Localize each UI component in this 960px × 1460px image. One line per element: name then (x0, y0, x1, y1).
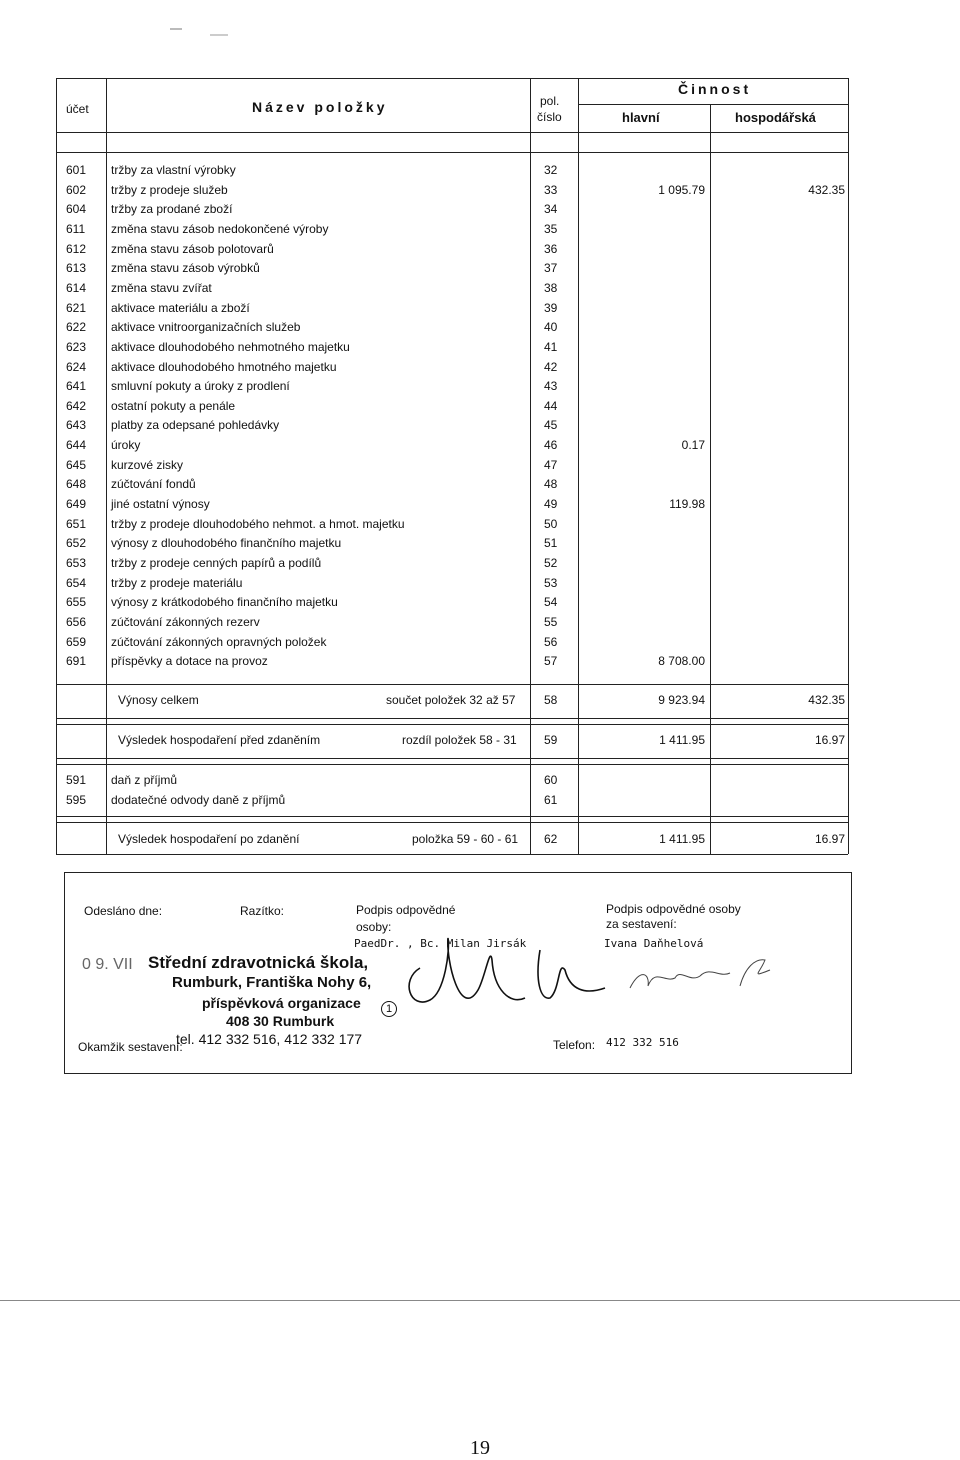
item-name: ostatní pokuty a penále (111, 398, 236, 413)
account-number: 651 (66, 516, 87, 531)
table-row (0, 396, 960, 416)
table-row (0, 219, 960, 239)
total-number: 62 (544, 832, 558, 846)
stamp-label: Razítko: (240, 904, 285, 918)
account-number: 654 (66, 575, 87, 590)
account-number: 645 (66, 457, 87, 472)
account-number: 623 (66, 339, 87, 354)
account-number: 604 (66, 202, 87, 217)
total-note: rozdíl položek 58 - 31 (402, 733, 517, 747)
item-number: 42 (544, 359, 558, 374)
item-name: kurzové zisky (111, 457, 184, 472)
item-name: zúčtování fondů (111, 477, 196, 492)
stamp-number: 1 (381, 1001, 397, 1017)
item-number: 48 (544, 477, 558, 492)
economic-activity-value: 432.35 (808, 182, 845, 197)
item-name: úroky (111, 438, 141, 453)
table-row (0, 455, 960, 475)
item-name: platby za odepsané pohledávky (111, 418, 280, 433)
item-name: smluvní pokuty a úroky z prodlení (111, 379, 290, 394)
item-number: 33 (544, 182, 558, 197)
item-number: 41 (544, 339, 558, 354)
total-row (0, 690, 960, 710)
total-number: 58 (544, 693, 558, 707)
account-number: 653 (66, 556, 87, 570)
table-row (0, 435, 960, 455)
item-number: 61 (544, 793, 558, 807)
account-number: 601 (66, 163, 87, 177)
item-number: 50 (544, 516, 558, 531)
account-number: 591 (66, 773, 87, 787)
account-number: 652 (66, 536, 87, 551)
item-number: 34 (544, 202, 558, 217)
table-row (0, 494, 960, 514)
signature-jirsak (390, 930, 620, 1040)
main-activity-value: 0.17 (681, 438, 705, 453)
total-economic: 432.35 (808, 693, 845, 707)
total-note: položka 59 - 60 - 61 (412, 832, 519, 846)
responsible-person-name: PaedDr. , Bc. Milan Jirsák (354, 937, 527, 950)
page-number: 19 (470, 1437, 490, 1459)
item-number: 51 (544, 536, 558, 551)
table-row (0, 533, 960, 553)
account-number: 659 (66, 634, 87, 649)
table-row (0, 790, 960, 810)
col-account-header: účet (66, 102, 89, 116)
stamp-date: 0 9. VII (82, 956, 133, 973)
item-name: tržby z prodeje služeb (111, 182, 228, 197)
item-number: 60 (544, 773, 558, 787)
stamp-line: Rumburk, Františka Nohy 6, (172, 974, 372, 991)
total-main: 1 411.95 (659, 832, 705, 846)
main-activity-value: 8 708.00 (658, 654, 705, 669)
table-row (0, 573, 960, 593)
table-border (56, 822, 848, 823)
table-row (0, 651, 960, 671)
item-name: změna stavu zásob polotovarů (111, 241, 274, 256)
col-number-header: číslo (537, 110, 562, 124)
item-number: 56 (544, 634, 558, 649)
table-row (0, 357, 960, 377)
table-row (0, 770, 960, 790)
compiler-signature-label-2: za sestavení: (606, 917, 677, 931)
item-name: tržby za prodané zboží (111, 202, 233, 217)
table-row (0, 337, 960, 357)
total-economic: 16.97 (814, 832, 845, 846)
total-economic: 16.97 (814, 733, 845, 747)
table-row (0, 180, 960, 200)
item-name: změna stavu zvířat (111, 280, 212, 295)
item-number: 57 (544, 654, 558, 669)
item-name: zúčtování zákonných opravných položek (111, 634, 327, 649)
col-name-header: Název položky (252, 99, 388, 115)
compiler-name: Ivana Daňhelová (604, 937, 704, 950)
item-number: 38 (544, 280, 558, 295)
account-number: 642 (66, 398, 87, 413)
item-name: výnosy z dlouhodobého finančního majetku (111, 536, 342, 551)
item-name: zúčtování zákonných rezerv (111, 614, 260, 629)
total-label: Výnosy celkem (118, 693, 199, 707)
item-name: aktivace dlouhodobého hmotného majetku (111, 359, 337, 374)
account-number: 691 (66, 654, 87, 669)
phone-label: Telefon: (553, 1038, 596, 1052)
item-name: tržby z prodeje dlouhodobého nehmot. a hmot. majetku (111, 516, 405, 531)
phone-value: 412 332 516 (606, 1036, 679, 1049)
item-number: 39 (544, 300, 558, 315)
stamp-line: Střední zdravotnická škola, (148, 953, 369, 972)
sent-date-label: Odesláno dne: (84, 904, 163, 918)
item-name: tržby z prodeje cenných papírů a podílů (111, 556, 322, 570)
table-row (0, 258, 960, 278)
activity-header: Činnost (678, 81, 752, 97)
item-name: aktivace vnitroorganizačních služeb (111, 320, 301, 335)
table-row (0, 298, 960, 318)
account-number: 622 (66, 320, 87, 335)
item-name: dodatečné odvody daně z příjmů (111, 793, 286, 807)
item-name: změna stavu zásob výrobků (111, 261, 260, 276)
table-row (0, 514, 960, 534)
item-number: 44 (544, 398, 558, 413)
table-row (0, 632, 960, 652)
account-number: 595 (66, 793, 87, 807)
table-row (0, 612, 960, 632)
table-row (0, 474, 960, 494)
stamp-line: 408 30 Rumburk (226, 1013, 335, 1029)
item-number: 55 (544, 614, 558, 629)
item-number: 40 (544, 320, 558, 335)
table-row (0, 376, 960, 396)
item-number: 46 (544, 438, 558, 453)
table-border (56, 152, 848, 153)
item-name: změna stavu zásob nedokončené výroby (111, 221, 329, 236)
main-activity-value: 119.98 (669, 497, 705, 512)
stamp-line: příspěvková organizace (202, 995, 361, 1011)
table-border (56, 78, 848, 79)
account-number: 602 (66, 182, 87, 197)
item-number: 54 (544, 595, 558, 610)
item-name: daň z příjmů (111, 773, 178, 787)
account-number: 648 (66, 477, 87, 492)
account-number: 613 (66, 261, 87, 276)
table-border (56, 758, 848, 759)
col-economic-header: hospodářská (735, 110, 816, 125)
total-main: 9 923.94 (658, 693, 705, 707)
total-label: Výsledek hospodaření po zdanění (118, 832, 300, 846)
total-label: Výsledek hospodaření před zdaněním (118, 733, 321, 747)
item-name: tržby za vlastní výrobky (111, 163, 236, 177)
table-border (56, 684, 848, 685)
table-row (0, 553, 960, 573)
table-row (0, 592, 960, 612)
total-note: součet položek 32 až 57 (386, 693, 516, 707)
total-number: 59 (544, 733, 558, 747)
account-number: 621 (66, 300, 87, 315)
table-border (56, 854, 848, 855)
item-number: 37 (544, 261, 558, 276)
table-border (56, 132, 848, 133)
account-number: 655 (66, 595, 87, 610)
account-number: 643 (66, 418, 87, 433)
item-number: 47 (544, 457, 558, 472)
item-name: aktivace dlouhodobého nehmotného majetku (111, 339, 350, 354)
account-number: 624 (66, 359, 87, 374)
account-number: 644 (66, 438, 87, 453)
total-row (0, 730, 960, 750)
account-number: 612 (66, 241, 87, 256)
table-row (0, 317, 960, 337)
main-activity-value: 1 095.79 (658, 182, 705, 197)
item-name: jiné ostatní výnosy (111, 497, 210, 512)
item-number: 53 (544, 575, 558, 590)
col-pol-header: pol. (540, 94, 560, 108)
account-number: 641 (66, 379, 87, 394)
table-row (0, 239, 960, 259)
item-number: 35 (544, 221, 558, 236)
item-name: výnosy z krátkodobého finančního majetku (111, 595, 338, 610)
table-row (0, 415, 960, 435)
item-number: 52 (544, 556, 558, 570)
table-row (0, 278, 960, 298)
item-name: tržby z prodeje materiálu (111, 575, 243, 590)
account-number: 614 (66, 280, 87, 295)
scan-mark (170, 28, 182, 30)
item-number: 45 (544, 418, 558, 433)
table-row (0, 199, 960, 219)
stamp-line: tel. 412 332 516, 412 332 177 (176, 1031, 363, 1047)
table-row (0, 160, 960, 180)
total-main: 1 411.95 (659, 733, 705, 747)
account-number: 656 (66, 614, 87, 629)
table-border (56, 764, 848, 765)
col-main-header: hlavní (622, 110, 660, 125)
table-border (578, 104, 848, 105)
scan-mark (210, 34, 228, 36)
compiled-time-label: Okamžik sestavení: (78, 1040, 183, 1054)
table-border (56, 724, 848, 725)
item-number: 49 (544, 497, 558, 512)
item-number: 36 (544, 241, 558, 256)
item-number: 43 (544, 379, 558, 394)
responsible-signature-label: Podpis odpovědné osoby: (356, 903, 456, 934)
account-number: 611 (66, 221, 86, 236)
table-border (56, 816, 848, 817)
item-name: příspěvky a dotace na provoz (111, 654, 268, 669)
compiler-signature-label: Podpis odpovědné osoby (606, 902, 741, 916)
account-number: 649 (66, 497, 87, 512)
signature-danhelova (620, 948, 780, 998)
item-number: 32 (544, 163, 558, 177)
total-row (0, 829, 960, 849)
item-name: aktivace materiálu a zboží (111, 300, 250, 315)
table-border (56, 718, 848, 719)
scan-edge (0, 1300, 960, 1301)
